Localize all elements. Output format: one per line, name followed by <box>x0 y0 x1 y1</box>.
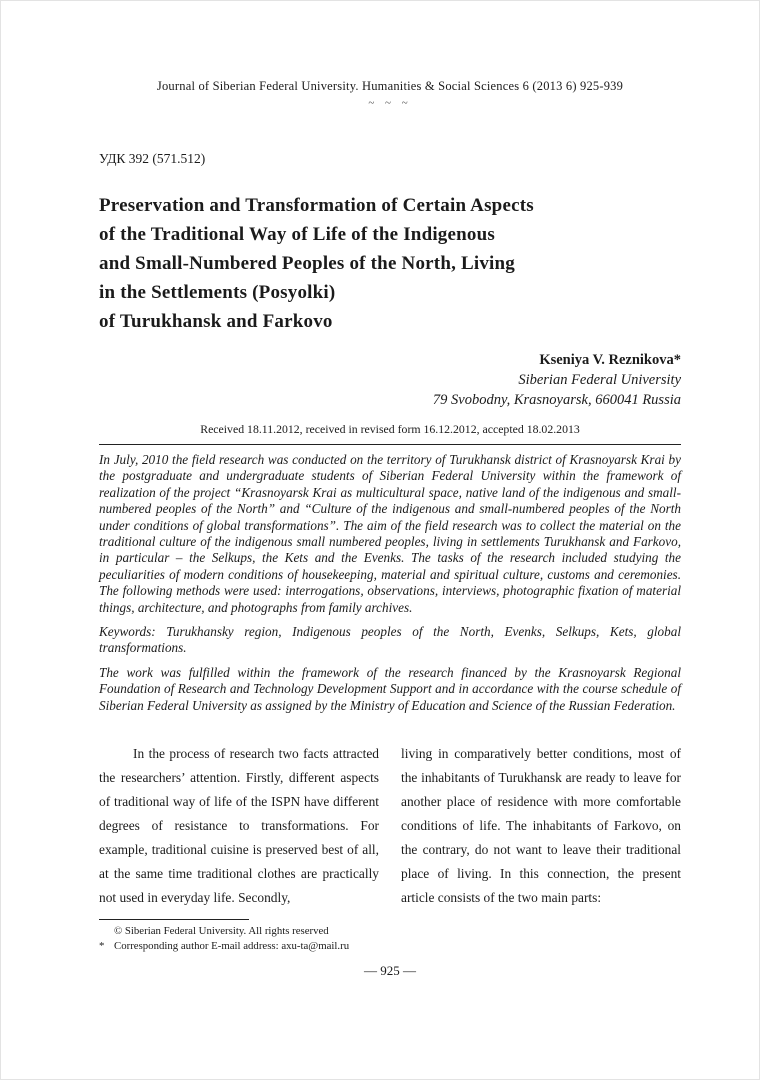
abstract-section <box>99 444 681 714</box>
body-columns <box>99 742 681 910</box>
author-address: 79 Svobodny, Krasnoyarsk, 660041 Russia <box>432 392 681 408</box>
title-line: of Turukhansk and Farkovo <box>99 311 333 332</box>
footnote-divider <box>99 919 249 920</box>
author-block <box>99 350 681 410</box>
page-number: — 925 — <box>364 963 416 979</box>
corresponding-author-note <box>99 939 681 954</box>
asterisk-marker: * <box>99 940 105 953</box>
journal-header: Journal of Siberian Federal University. Humanities & Social Sciences 6 (2013 6) 925-939 <box>156 79 624 93</box>
udc-code: УДК 392 (571.512) <box>99 151 206 166</box>
body-column-left <box>99 742 379 910</box>
tilde-separator: ~ ~ ~ <box>368 97 412 109</box>
author-name: Kseniya V. Reznikova* <box>539 352 681 368</box>
body-paragraph-right: living in comparatively better conditions, most of the inhabitants of Turukhansk are ready to leave for another place of residence with more comfortable conditions of life. The inhabitants of Farkovo, on the contrary, do not want to leave their traditional place of living. In this connection, the present article consists of the two main parts: <box>401 746 681 906</box>
corresponding-author-text: Corresponding author E-mail address: axu-ta@mail.ru <box>114 940 350 953</box>
title-line: in the Settlements (Posyolki) <box>99 282 336 303</box>
keywords-text: Keywords: Turukhansky region, Indigenous peoples of the North, Evenks, Selkups, Kets, global transformations. <box>99 624 681 656</box>
body-paragraph-left: In the process of research two facts attracted the researchers’ attention. Firstly, different aspects of traditional way of life of the ISPN have different degrees of resistance to transformations. For example, traditional cuisine is preserved best of all, at the same time traditional clothes are practically not used in everyday life. Secondly, <box>99 746 379 906</box>
body-column-right <box>401 742 681 910</box>
article-title <box>99 191 681 336</box>
title-line: and Small-Numbered Peoples of the North, Living <box>99 253 515 274</box>
copyright-notice: © Siberian Federal University. All rights reserved <box>114 925 329 938</box>
footnotes <box>99 919 681 954</box>
author-affiliation: Siberian Federal University <box>518 372 681 388</box>
received-dates: Received 18.11.2012, received in revised form 16.12.2012, accepted 18.02.2013 <box>200 422 580 436</box>
abstract-text: In July, 2010 the field research was conducted on the territory of Turukhansk district of Krasnoyarsk Krai by the postgraduate and undergraduate students of Siberian Federal University within the framework of realization of the project “Krasnoyarsk Krai as multicultural space, native land of the indigenous and small-numbered peoples of the North” and “Culture of the indigenous and small-numbered peoples of the North under conditions of global transformations”. The aim of the field research was to collect the material on the traditional culture of the indigenous small numbered peoples, living in settlements Turukhansk and Farkovo, in particular – the Selkups, the Kets and the Evenks. The tasks of the research included studying the peculiarities of modern conditions of housekeeping, material and spiritual culture, customs and ceremonies. The following methods were used: interrogations, observations, interviews, photographic fixation of material things, architecture, and photographs from family archives. <box>99 452 681 615</box>
funding-text: The work was fulfilled within the framework of the research financed by the Krasnoyarsk Regional Foundation of Research and Technology Development Support and in accordance with the course schedule of Siberian Federal University as assigned by the Ministry of Education and Science of the Russian Federation. <box>99 664 681 713</box>
title-line: of the Traditional Way of Life of the Indigenous <box>99 224 495 245</box>
title-line: Preservation and Transformation of Certain Aspects <box>99 195 534 216</box>
